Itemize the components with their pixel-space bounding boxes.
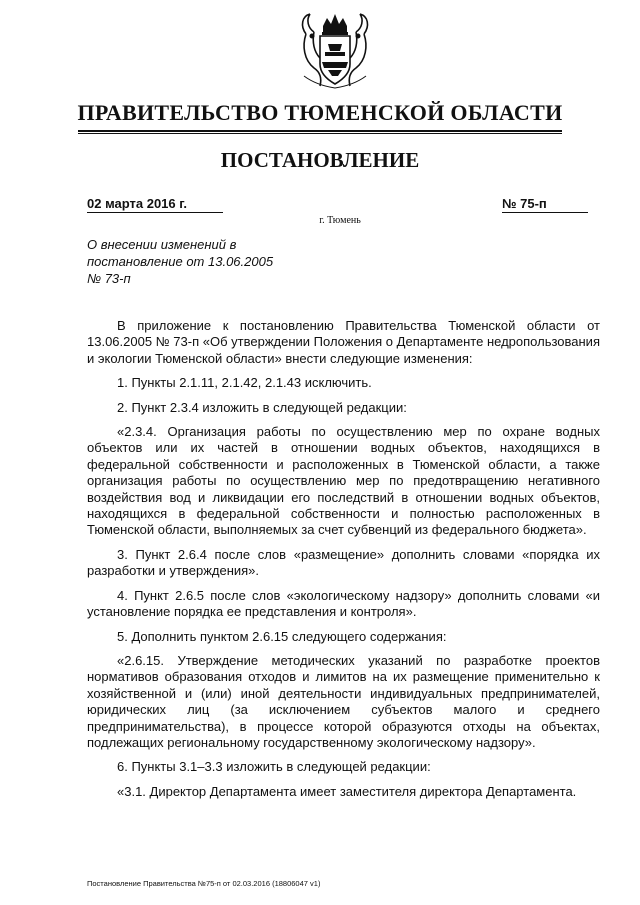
body-paragraph: 4. Пункт 2.6.5 после слов «экологическому надзору» дополнить словами «и установление порядка ее представления и контроля». xyxy=(87,587,600,620)
body-paragraph: 5. Дополнить пунктом 2.6.15 следующего содержания: xyxy=(117,628,447,644)
document-body xyxy=(87,318,600,808)
subject-line: № 73-п xyxy=(87,271,131,286)
body-paragraph: 6. Пункты 3.1–3.3 изложить в следующей редакции: xyxy=(117,759,431,775)
body-paragraph: 3. Пункт 2.6.4 после слов «размещение» дополнить словами «порядка их разработки и утверждения». xyxy=(87,546,600,579)
subject-line: постановление от 13.06.2005 xyxy=(87,254,274,269)
body-paragraph: 2. Пункт 2.3.4 изложить в следующей редакции: xyxy=(117,399,407,415)
body-paragraph: «2.6.15. Утверждение методических указаний по разработке проектов нормативов образования отходов и лимитов на их размещение применительно к хозяйственной и (или) иной деятельности индивидуальных предпринимателей, юридических лиц (за исключением субъектов малого и среднего предпринимательства), в процессе которой образуются отходы на объектах, подлежащих региональному государственному экологическому надзору». xyxy=(87,652,600,750)
body-paragraph: «3.1. Директор Департамента имеет заместителя директора Департамента. xyxy=(117,783,577,799)
header-rule xyxy=(78,130,562,132)
body-paragraph: В приложение к постановлению Правительства Тюменской области от 13.06.2005 № 73-п «Об утверждении Положения о Департаменте недропользования и экологии Тюменской области» внести следующие изменения: xyxy=(87,318,600,366)
coat-of-arms-icon xyxy=(292,6,378,92)
document-footer: Постановление Правительства №75-п от 02.03.2016 (18806047 v1) xyxy=(87,879,321,888)
document-number: № 75-п xyxy=(502,196,588,213)
document-subject xyxy=(87,236,337,287)
document-type: ПОСТАНОВЛЕНИЕ xyxy=(220,148,420,172)
subject-line: О внесении изменений в xyxy=(87,237,237,252)
document-date: 02 марта 2016 г. xyxy=(87,196,223,213)
body-paragraph: 1. Пункты 2.1.11, 2.1.42, 2.1.43 исключить. xyxy=(117,375,372,391)
government-title: ПРАВИТЕЛЬСТВО ТЮМЕНСКОЙ ОБЛАСТИ xyxy=(77,100,563,125)
header-rule-thin xyxy=(78,133,562,134)
document-city: г. Тюмень xyxy=(319,215,361,226)
body-paragraph: «2.3.4. Организация работы по осуществлению мер по охране водных объектов или их частей в отношении водных объектов, находящихся в федеральной собственности и расположенных в Тюменской области, а также организация работы по осуществлению мер по предотвращению негативного воздействия вод и ликвидации его последствий в отношении водных объектов, находящихся в федеральной собственности и полностью расположенных в Тюменской области, выполняемых за счет субвенций из федерального бюджета». xyxy=(87,424,600,538)
